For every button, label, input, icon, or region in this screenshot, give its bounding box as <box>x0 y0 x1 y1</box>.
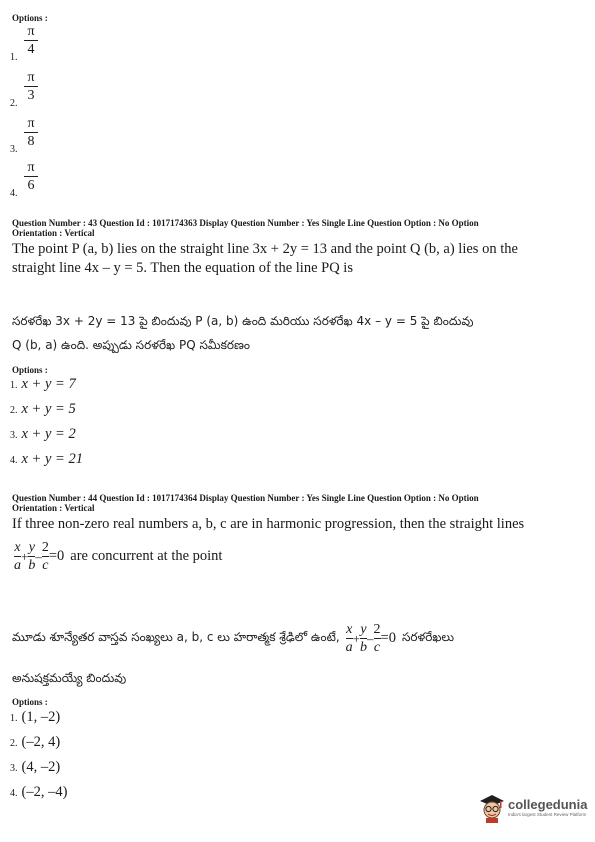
fraction <box>346 622 353 655</box>
fraction <box>24 70 38 103</box>
options-heading: Options : <box>12 365 48 375</box>
question-text-te: మూడు శూన్యేతర వాస్తవ సంఖ్యలు a, b, c లు హరాత్మక శ్రేఢిలో ఉంటే, <box>12 630 340 644</box>
option-item <box>10 783 67 802</box>
equation-tail: =0 <box>48 548 65 564</box>
logo-wordmark: collegedunia <box>508 797 588 812</box>
fraction-bar <box>14 556 21 557</box>
fraction-bar <box>374 638 381 639</box>
fraction-bar <box>346 638 353 639</box>
option-text: (–2, –4) <box>21 784 68 800</box>
fraction-bar <box>24 86 38 87</box>
option-text: (4, –2) <box>21 759 61 775</box>
option-item <box>10 758 60 777</box>
fraction-denominator: c <box>42 558 49 573</box>
fraction-denominator: a <box>345 640 353 655</box>
option-number: 3. <box>10 763 18 774</box>
fraction <box>14 540 21 573</box>
question-text-te: సరళరేఖ 3x + 2y = 13 పై బిందువు P (a, b) ఉంది మరియు సరళరేఖ 4x – y = 5 పై బిందువు <box>12 314 474 328</box>
option-number: 4. <box>10 788 18 799</box>
option-number: 4. <box>10 188 18 199</box>
question-text-te-row: మూడు శూన్యేతర వాస్తవ సంఖ్యలు a, b, c లు హరాత్మక శ్రేఢిలో ఉంటే, $\frac{x}{a}$ + $\frac{y}{b}$ – $\frac{2}{c}$ =0 సరళరేఖలు <box>12 622 455 655</box>
fraction <box>24 24 38 57</box>
question-text-te: Q (b, a) ఉంది. అప్పుడు సరళరేఖ PQ సమీకరణం <box>12 338 250 352</box>
question-text-en: are concurrent at the point <box>70 548 223 564</box>
option-text: (1, –2) <box>21 709 61 725</box>
fraction <box>42 540 49 573</box>
options-heading: Options : <box>12 13 48 23</box>
option-item <box>10 708 60 727</box>
fraction-denominator: a <box>14 558 21 573</box>
fraction-numerator: π <box>27 24 35 39</box>
option-item <box>10 375 76 393</box>
fraction <box>24 116 38 149</box>
question-orientation: Orientation : Vertical <box>12 503 95 513</box>
question-meta: Question Number : 43 Question Id : 1017174363 Display Question Number : Yes Single Line Question Option : No Option <box>12 218 479 228</box>
question-meta: Question Number : 44 Question Id : 1017174364 Display Question Number : Yes Single Line Question Option : No Option <box>12 493 479 503</box>
question-text-en: The point P (a, b) lies on the straight line 3x + 2y = 13 and the point Q (b, a) lies on the <box>12 241 518 257</box>
fraction <box>24 160 38 193</box>
option-item <box>10 400 76 418</box>
question-text-en: straight line 4x – y = 5. Then the equation of the line PQ is <box>12 260 353 276</box>
fraction-bar <box>42 556 49 557</box>
option-number: 1. <box>10 713 18 724</box>
fraction <box>360 622 367 655</box>
option-text: x + y = 2 <box>21 426 76 442</box>
options-heading: Options : <box>12 697 48 707</box>
option-text: (–2, 4) <box>21 734 61 750</box>
student-mascot-icon <box>478 793 506 823</box>
fraction-denominator: 8 <box>27 134 35 149</box>
fraction-bar <box>24 132 38 133</box>
option-number: 2. <box>10 98 18 109</box>
fraction-denominator: b <box>28 558 36 573</box>
option-text: x + y = 21 <box>21 451 83 467</box>
question-orientation: Orientation : Vertical <box>12 228 95 238</box>
fraction-denominator: 6 <box>27 178 35 193</box>
option-text: x + y = 5 <box>21 401 76 417</box>
fraction-numerator: 2 <box>41 540 49 555</box>
fraction-numerator: x <box>346 622 353 637</box>
option-text: x + y = 7 <box>21 376 76 392</box>
fraction-denominator: c <box>373 640 381 655</box>
fraction-bar <box>360 638 367 639</box>
option-item <box>10 733 60 752</box>
fraction <box>374 622 381 655</box>
collegedunia-logo <box>478 793 587 823</box>
option-item <box>10 450 83 468</box>
fraction-bar <box>24 176 38 177</box>
fraction-denominator: 4 <box>27 42 35 57</box>
option-number: 1. <box>10 52 18 63</box>
fraction-numerator: 2 <box>373 622 381 637</box>
question-text-te: సరళరేఖలు <box>401 630 455 644</box>
fraction-numerator: π <box>27 70 35 85</box>
logo-tagline: India's largest Student Review Platform <box>508 812 587 817</box>
question-text-en: If three non-zero real numbers a, b, c are in harmonic progression, then the straight lines <box>12 516 525 532</box>
fraction-numerator: y <box>28 540 35 555</box>
option-number: 2. <box>10 405 18 416</box>
question-text-te: అనుషక్తమయ్యే బిందువు <box>12 671 127 685</box>
fraction-numerator: π <box>27 160 35 175</box>
fraction-bar <box>24 40 38 41</box>
fraction-denominator: b <box>360 640 368 655</box>
option-number: 1. <box>10 380 18 391</box>
option-number: 3. <box>10 144 18 155</box>
fraction-numerator: π <box>27 116 35 131</box>
fraction-denominator: 3 <box>27 88 35 103</box>
line-equation: $\frac{x}{a}$ + $\frac{y}{b}$ – $\frac{2}{c}$ =0 are concurrent at the point <box>14 540 223 573</box>
fraction-numerator: y <box>360 622 367 637</box>
equation-tail: =0 <box>380 630 396 646</box>
option-number: 2. <box>10 738 18 749</box>
option-number: 3. <box>10 430 18 441</box>
option-item <box>10 425 76 443</box>
fraction-numerator: x <box>14 540 21 555</box>
option-number: 4. <box>10 455 18 466</box>
